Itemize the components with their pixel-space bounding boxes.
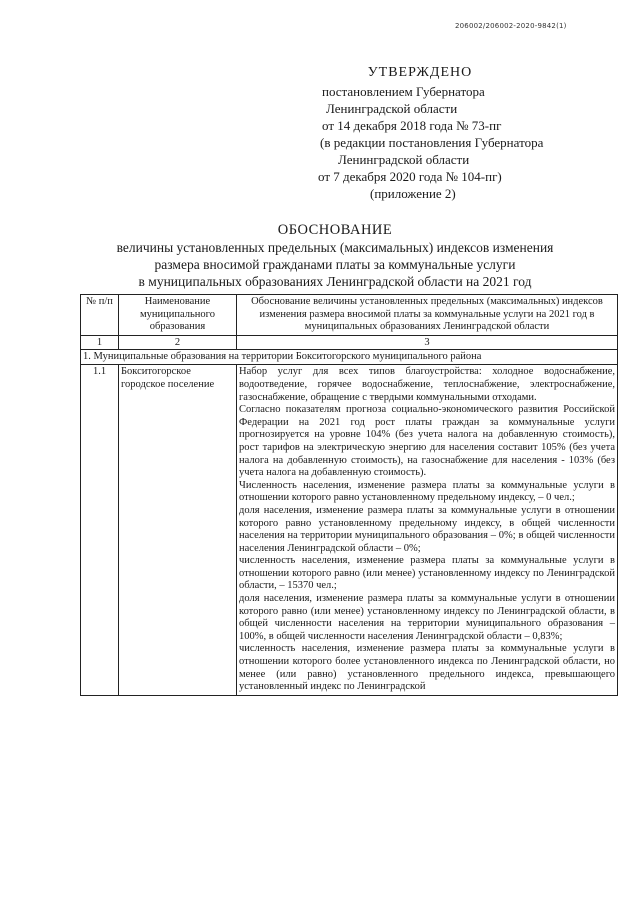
approval-line: постановлением Губернатора <box>322 84 485 99</box>
approval-line: (в редакции постановления Губернатора <box>320 135 544 150</box>
municipality-name: Бокситогорское городское поселение <box>119 365 237 695</box>
approval-block <box>290 64 550 202</box>
justification-paragraph: Набор услуг для всех типов благоустройства: холодное водоснабжение, водоотведение, горячее водоснабжение, теплоснабжение, электроснабжение, газоснабжение, обращение с твердыми коммунальными отходами. <box>239 366 615 403</box>
justification-paragraph: доля населения, изменение размера платы за коммунальные услуги в отношении которого равно установленному предельному индексу, в общей численности населения на территории муниципального образования – 0%; в общей численности населения Ленинградской области – 0%; <box>239 504 615 554</box>
document-id: 206002/206002-2020-9842(1) <box>455 22 567 30</box>
table-row <box>81 365 618 695</box>
column-number-row <box>81 335 618 349</box>
row-number: 1.1 <box>81 365 119 695</box>
header-municipality: Наименование муниципального образования <box>119 295 237 336</box>
heading-line: размера вносимой гражданами платы за коммунальные услуги <box>154 257 516 272</box>
justification-table <box>80 294 618 696</box>
column-number: 2 <box>119 335 237 349</box>
section-row <box>81 349 618 365</box>
heading-title: ОБОСНОВАНИЕ <box>277 222 393 238</box>
approval-title: УТВЕРЖДЕНО <box>367 65 473 80</box>
justification-paragraph: Численность населения, изменение размера платы за коммунальные услуги в отношении которого равно установленному предельному индексу, – 0 чел.; <box>239 479 615 504</box>
approval-line: от 14 декабря 2018 года № 73-пг <box>322 118 502 133</box>
justification-paragraph: Согласно показателям прогноза социально-экономического развития Российской Федерации на 2021 год рост платы граждан за коммунальные услуги прогнозируется на уровне 104% (без учета налога на добавленную стоимость), рост тарифов на электрическую энергию для населения составит 105% (без учета налога на добавленную стоимость), на газоснабжение для населения - 103% (без учета налога на добавленную стоимость). <box>239 404 615 479</box>
approval-line: (приложение 2) <box>370 186 456 201</box>
column-number: 1 <box>81 335 119 349</box>
justification-paragraph: доля населения, изменение размера платы за коммунальные услуги в отношении которого равно (или менее) установленному индексу по Ленинградской области, в общей численности населения на территории муниципального образования – 100%, в общей численности населения Ленинградской области – 0,83%; <box>239 593 615 642</box>
column-number: 3 <box>237 335 618 349</box>
approval-line: Ленинградской области <box>326 101 458 116</box>
approval-line: Ленинградской области <box>338 152 470 167</box>
section-title: 1. Муниципальные образования на территории Бокситогорского муниципального района <box>81 349 618 365</box>
justification-paragraph: численность населения, изменение размера платы за коммунальные услуги в отношении которого более установленного индекса по Ленинградской области, но менее (или равно) установленного предельного индекса, превышающего установленный индекс по Ленинградской <box>239 643 615 693</box>
header-justification: Обоснование величины установленных предельных (максимальных) индексов изменения размера вносимой платы за коммунальные услуги на 2021 год в муниципальных образованиях Ленинградской области <box>237 295 618 336</box>
justification-text <box>237 365 618 695</box>
justification-paragraph: численность населения, изменение размера платы за коммунальные услуги в отношении которого равно (или менее) установленному индексу по Ленинградской области, – 15370 чел.; <box>239 555 615 592</box>
approval-line: от 7 декабря 2020 года № 104-пг) <box>318 169 502 184</box>
heading-line: в муниципальных образованиях Ленинградской области на 2021 год <box>138 274 532 289</box>
heading-line: величины установленных предельных (максимальных) индексов изменения <box>116 240 554 255</box>
document-heading <box>50 222 620 290</box>
header-number: № п/п <box>81 295 119 336</box>
table-header-row <box>81 295 618 336</box>
